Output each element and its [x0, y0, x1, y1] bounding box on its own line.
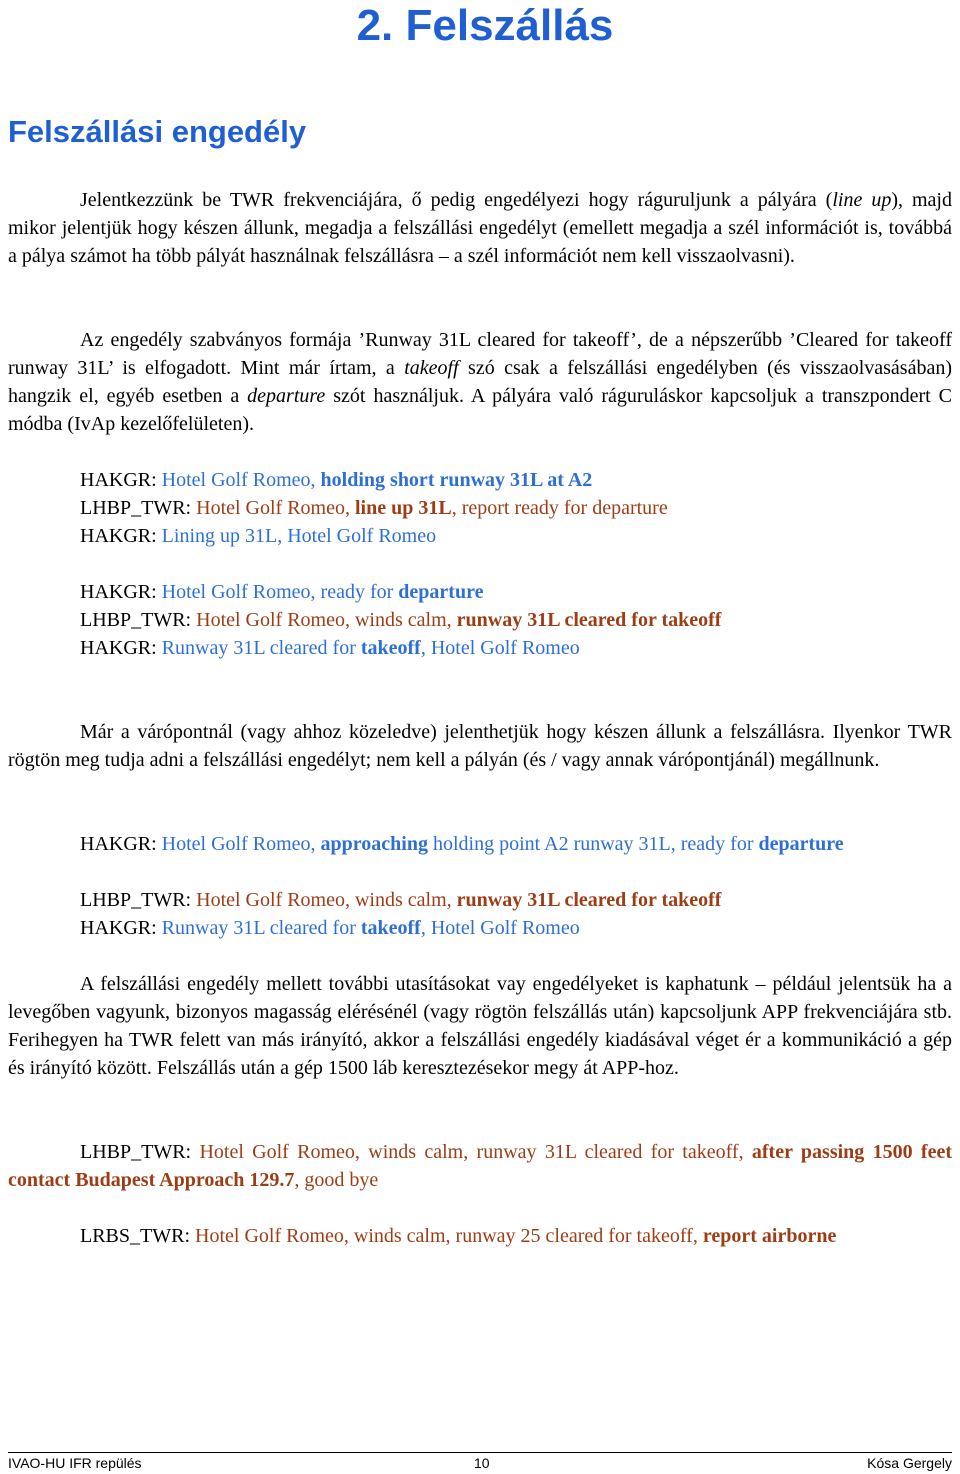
footer-author: Kósa Gergely — [867, 1455, 952, 1471]
dialog-line: HAKGR: Hotel Golf Romeo, holding short runway 31L at A2 — [80, 469, 593, 491]
dialog-lineup — [8, 466, 952, 550]
dialog-line: HAKGR: Runway 31L cleared for takeoff, Hotel Golf Romeo — [80, 637, 580, 659]
dialog-line: LHBP_TWR: Hotel Golf Romeo, line up 31L, report ready for departure — [80, 497, 668, 519]
dialog-line: HAKGR: Runway 31L cleared for takeoff, Hotel Golf Romeo — [80, 917, 580, 939]
page-number: 10 — [474, 1455, 490, 1471]
dialog-handoff — [8, 1138, 952, 1194]
paragraph-intro: Jelentkezzünk be TWR frekvenciájára, ő pedig engedélyezi hogy ráguruljunk a pályára (line up), majd mikor jelentjük hogy készen állunk, megadja a felszállási engedélyt (emellett megadja a szél információt is, továbbá a pálya számot ha több pályát használnak felszállásra – a szél információt nem kell visszaolvasni). — [8, 189, 952, 267]
footer-title: IVAO-HU IFR repülés — [8, 1455, 142, 1471]
footer-divider — [8, 1452, 952, 1453]
dialog-approaching-cont — [8, 886, 952, 942]
dialog-report-airborne — [8, 1222, 952, 1250]
dialog-line: LHBP_TWR: Hotel Golf Romeo, winds calm, runway 31L cleared for takeoff — [80, 609, 722, 631]
dialog-line: HAKGR: Lining up 31L, Hotel Golf Romeo — [80, 525, 437, 547]
dialog-approaching — [8, 830, 952, 858]
dialog-line: HAKGR: Hotel Golf Romeo, approaching holding point A2 runway 31L, ready for departure — [80, 833, 844, 855]
dialog-line: HAKGR: Hotel Golf Romeo, ready for departure — [80, 581, 484, 603]
dialog-line: LHBP_TWR: Hotel Golf Romeo, winds calm, runway 31L cleared for takeoff — [80, 889, 722, 911]
dialog-takeoff — [8, 578, 952, 662]
chapter-heading: 2. Felszállás — [356, 1, 614, 50]
paragraph-clearance-format: Az engedély szabványos formája ’Runway 31L cleared for takeoff’, de a népszerűbb ’Cleared for takeoff runway 31L’ is elfogadott. Mint már írtam, a takeoff szó csak a felszállási engedélyben (és visszaolvasásában) hangzik el, egyéb esetben a departure szót használjuk. A pályára való ráguruláskor kapcsoljuk a transzpondert C módba (IvAp kezelőfelületen). — [8, 329, 952, 435]
dialog-line: LRBS_TWR: Hotel Golf Romeo, winds calm, runway 25 cleared for takeoff, report airborne — [80, 1225, 837, 1247]
paragraph-further-instructions: A felszállási engedély mellett további utasításokat vay engedélyeket is kaphatunk – például jelentsük ha a levegőben vagyunk, bizonyos magasság elérésénél (vagy rögtön felszállás után) kapcsoljunk APP frekvenciájára stb. Ferihegyen ha TWR felett van más irányító, akkor a felszállási engedély kiadásával véget ér a kommunikáció a gép és irányító között. Felszállás után a gép 1500 láb keresztezésekor megy át APP-hoz. — [8, 973, 952, 1079]
paragraph-holding-point: Már a várópontnál (vagy ahhoz közeledve) jelenthetjük hogy készen állunk a felszállásra. Ilyenkor TWR rögtön meg tudja adni a felszállási engedélyt; nem kell a pályán (és / vagy annak várópontjánál) megállnunk. — [8, 721, 952, 771]
page-footer — [8, 1454, 952, 1472]
dialog-line: LHBP_TWR: Hotel Golf Romeo, winds calm, runway 31L cleared for takeoff, after passing 1500 feet contact Budapest Approach 129.7, good bye — [8, 1141, 952, 1191]
section-heading: Felszállási engedély — [8, 114, 307, 149]
